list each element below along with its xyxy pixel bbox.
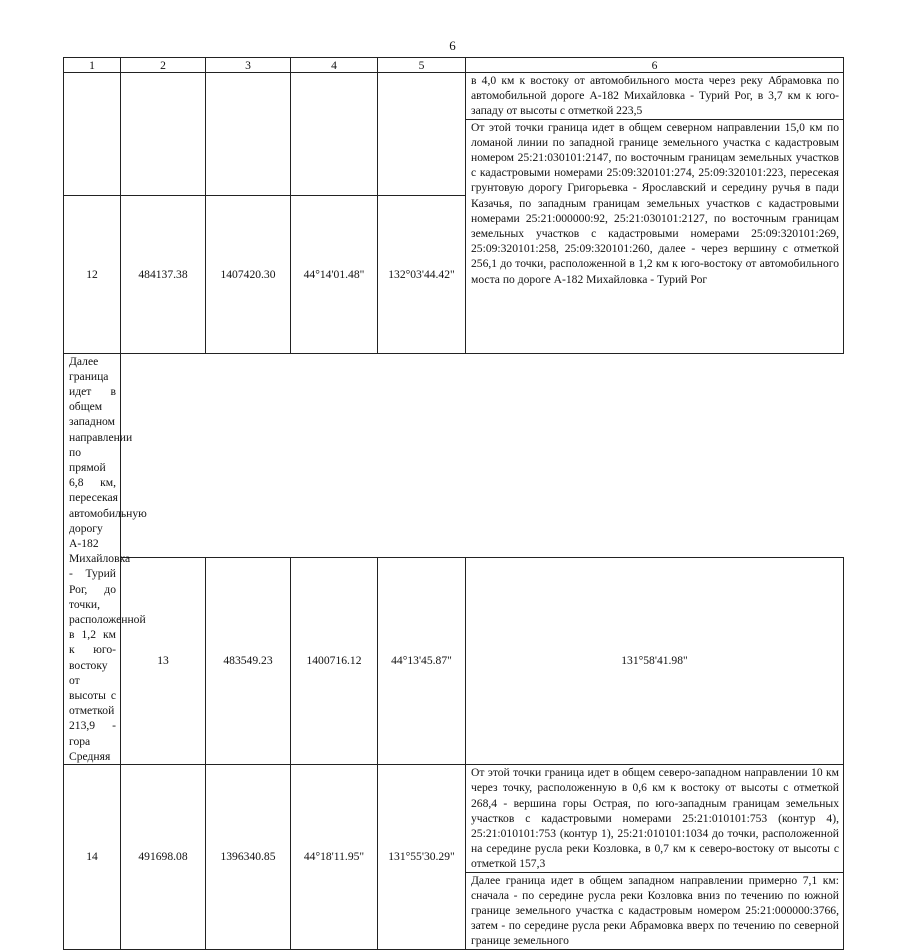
point-longitude: 131°55'30.29": [378, 765, 466, 949]
column-number-4: 4: [291, 58, 378, 73]
boundary-description: Далее граница идет в общем западном направлении по прямой 6,8 км, пересекая автомобильную дорогу А-182 Михайловка - Турий Рог, до точки, расположенной в 1,2 км к юго-востоку от высоты с отметкой 213,9 - гора Средняя: [64, 353, 121, 764]
point-x: 491698.08: [121, 765, 206, 949]
point-y: 1407420.30: [206, 195, 291, 353]
boundary-points-table: [63, 57, 844, 950]
empty-cell: [206, 73, 291, 196]
point-y: 1396340.85: [206, 765, 291, 949]
empty-cell: [64, 73, 121, 196]
table-row: [64, 73, 844, 120]
page-number: 6: [449, 38, 456, 53]
column-number-6: 6: [466, 58, 844, 73]
point-id: 14: [64, 765, 121, 949]
point-longitude: 132°03'44.42": [378, 195, 466, 353]
table-row: [64, 765, 844, 872]
empty-cell: [121, 73, 206, 196]
point-longitude: 131°58'41.98": [466, 557, 844, 764]
column-number-1: 1: [64, 58, 121, 73]
point-id: 12: [64, 195, 121, 353]
empty-cell: [291, 73, 378, 196]
boundary-description: От этой точки граница идет в общем северном направлении 15,0 км по ломаной линии по западной границе земельного участка с кадастровым номером 25:21:030101:2147, по восточным границам земельных участков с кадастровыми номерами 25:09:320101:274, 25:09:320101:223, пересекая грунтовую дорогу Григорьевка - Ярославский и середину ручья в пади Казачья, по западным границам земельных участков с кадастровыми номерами 25:21:000000:92, 25:21:030101:2127, по восточным границам земельных участков с кадастровыми номерами 25:09:320101:269, 25:09:320101:258, 25:09:320101:260, далее - через вершину с отметкой 256,1 до точки, расположенной в 1,2 км к юго-востоку от автомобильного моста по дороге А-182 Михайловка - Турий Рог: [466, 119, 844, 353]
point-y: 1400716.12: [291, 557, 378, 764]
point-latitude: 44°13'45.87": [378, 557, 466, 764]
boundary-description: Далее граница идет в общем западном направлении примерно 7,1 км: сначала - по середине русла реки Козловка вниз по течению по южной границе земельного участка с кадастровым номером 25:21:000000:3766, затем - по середине русла реки Абрамовка вверх по течению по северной границе земельного: [466, 872, 844, 949]
point-x: 484137.38: [121, 195, 206, 353]
point-latitude: 44°14'01.48": [291, 195, 378, 353]
column-number-row: [64, 58, 844, 73]
empty-cell: [378, 73, 466, 196]
boundary-description: в 4,0 км к востоку от автомобильного моста через реку Абрамовка по автомобильной дороге А-182 Михайловка - Турий Рог, в 3,7 км к юго-западу от высоты с отметкой 223,5: [466, 73, 844, 120]
column-number-2: 2: [121, 58, 206, 73]
column-number-3: 3: [206, 58, 291, 73]
point-latitude: 44°18'11.95": [291, 765, 378, 949]
point-id: 13: [121, 557, 206, 764]
boundary-description: От этой точки граница идет в общем северо-западном направлении 10 км через точку, расположенную в 0,6 км к востоку от высоты с отметкой 268,4 - вершина горы Острая, по юго-западным границам земельных участков с кадастровыми номерами 25:21:010101:753 (контур 4), 25:21:010101:753 (контур 1), 25:21:010101:1034 до точки, расположенной на середине русла реки Козловка, в 0,7 км к северо-востоку от высоты с отметкой 157,3: [466, 765, 844, 872]
table-row: [64, 353, 844, 557]
table-row: [64, 557, 844, 764]
column-number-5: 5: [378, 58, 466, 73]
point-x: 483549.23: [206, 557, 291, 764]
